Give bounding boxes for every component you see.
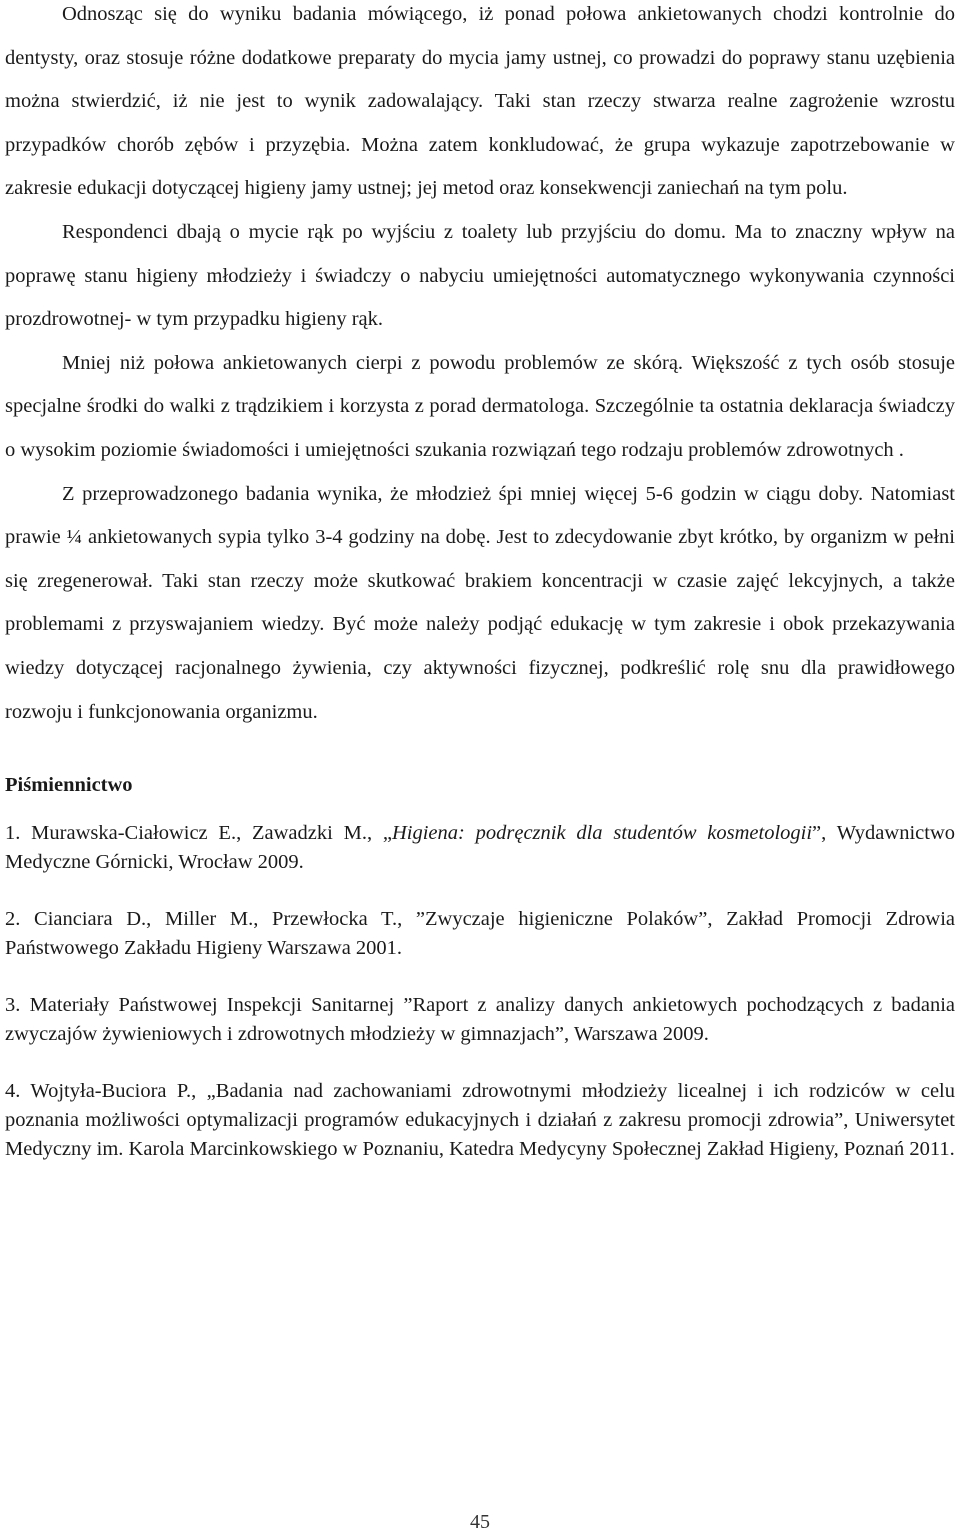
paragraph-dental-hygiene: Odnosząc się do wyniku badania mówiącego, iż ponad połowa ankietowanych chodzi kontrolnie do dentysty, oraz stosuje różne dodatkowe preparaty do mycia jamy ustnej, co prowadzi do poprawy stanu uzębienia można stwierdzić, iż nie jest to wynik zadowalający. Taki stan rzeczy stwarza realne zagrożenie wzrostu przypadków chorób zębów i przyzębia. Można zatem konkludować, że grupa wykazuje zapotrzebowanie w zakresie edukacji dotyczącej higieny jamy ustnej; jej metod oraz konsekwencji zaniechań na tym polu.	[5, 3, 955, 200]
reference-1-prefix: 1. Murawska-Ciałowicz E., Zawadzki M., „	[5, 822, 392, 845]
bibliography-heading: Piśmiennictwo	[5, 774, 133, 797]
reference-item-3: 3. Materiały Państwowej Inspekcji Sanitarnej ”Raport z analizy danych ankietowych pochodzących z badania zwyczajów żywieniowych i zdrowotnych młodzieży w gimnazjach”, Warszawa 2009.	[5, 994, 955, 1046]
paragraph-hand-washing: Respondenci dbają o mycie rąk po wyjściu z toalety lub przyjściu do domu. Ma to znaczny wpływ na poprawę stanu higieny młodzieży i świadczy o nabyciu umiejętności automatycznego wykonywania czynności prozdrowotnej- w tym przypadku higieny rąk.	[5, 220, 955, 331]
paragraph-skin-problems: Mniej niż połowa ankietowanych cierpi z powodu problemów ze skórą. Większość z tych osób stosuje specjalne środki do walki z trądzikiem i korzysta z porad dermatologa. Szczególnie ta ostatnia deklaracja świadczy o wysokim poziomie świadomości i umiejętności szukania rozwiązań tego rodzaju problemów zdrowotnych .	[5, 351, 955, 461]
reference-1-suffix: ”, Wydawnictwo Medyczne Górnicki, Wrocław 2009.	[5, 822, 956, 874]
document-page	[5, 0, 955, 1164]
reference-item-4: 4. Wojtyła-Buciora P., „Badania nad zachowaniami zdrowotnymi młodzieży licealnej i ich rodziców w celu poznania możliwości optymalizacji programów edukacyjnych i działań z zakresu promocji zdrowia”, Uniwersytet Medyczny im. Karola Marcinkowskiego w Poznaniu, Katedra Medycyny Społecznej Zakład Higieny, Poznań 2011.	[5, 1080, 955, 1161]
paragraph-sleep: Z przeprowadzonego badania wynika, że młodzież śpi mniej więcej 5-6 godzin w ciągu doby. Natomiast prawie ¼ ankietowanych sypia tylko 3-4 godziny na dobę. Jest to zdecydowanie zbyt krótko, by organizm w pełni się zregenerował. Taki stan rzeczy może skutkować brakiem koncentracji w czasie zajęć lekcyjnych, a także problemami z przyswajaniem wiedzy. Być może należy podjąć edukację w tym zakresie i obok przekazywania wiedzy dotyczącej racjonalnego żywienia, czy aktywności fizycznej, podkreślić rolę snu dla prawidłowego rozwoju i funkcjonowania organizmu.	[5, 482, 955, 723]
reference-1-title: Higiena: podręcznik dla studentów kosmetologii	[391, 822, 813, 845]
page-number: 45	[470, 1511, 490, 1533]
reference-item-2: 2. Cianciara D., Miller M., Przewłocka T., ”Zwyczaje higieniczne Polaków”, Zakład Promocji Zdrowia Państwowego Zakładu Higieny Warszawa 2001.	[5, 908, 955, 960]
reference-item-1	[5, 819, 955, 877]
